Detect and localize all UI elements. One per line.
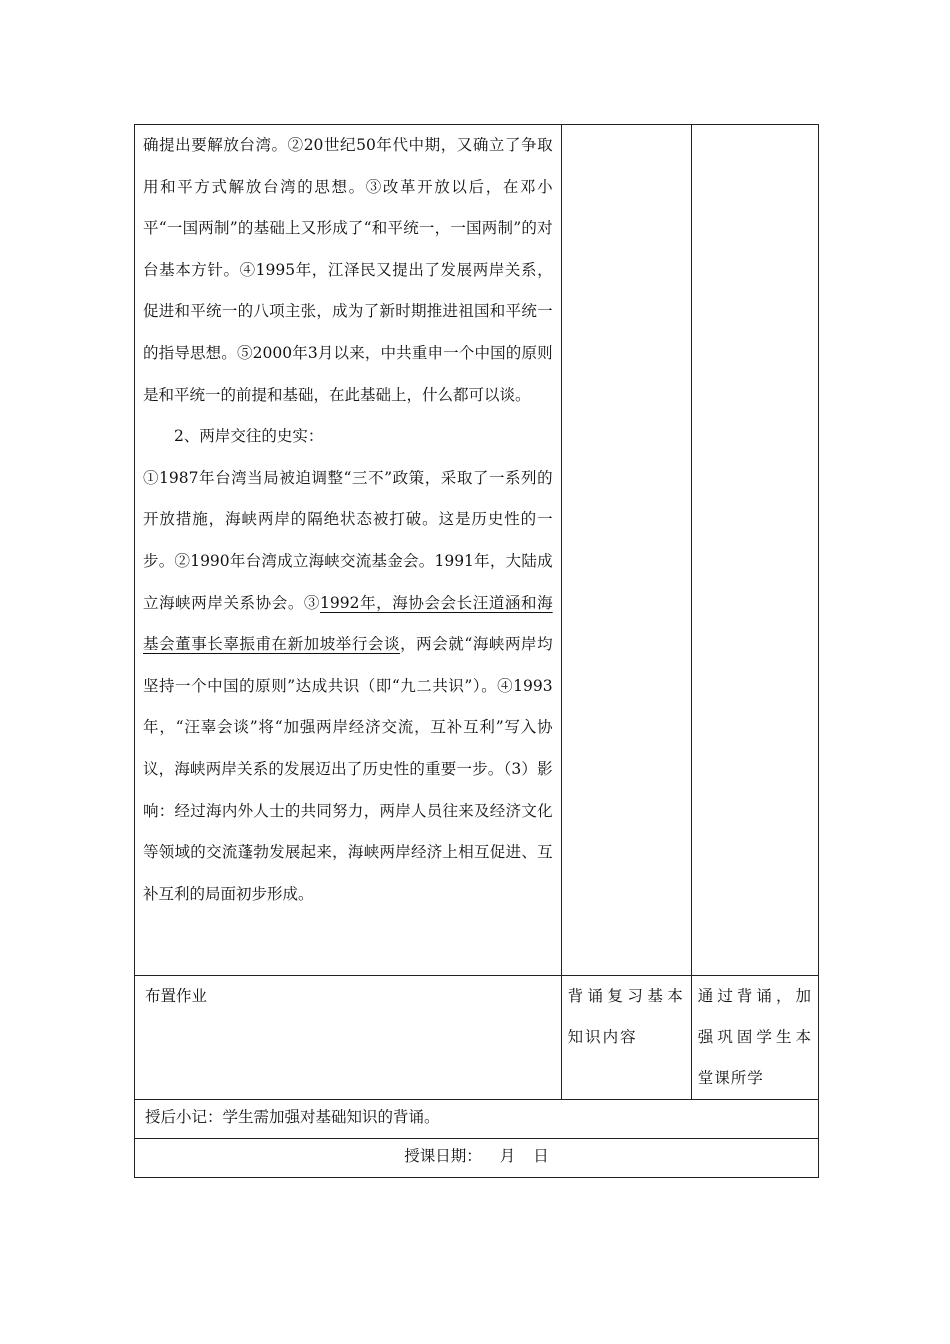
notes-cell [135,1100,819,1139]
content-activity-cell [561,125,691,976]
homework-label-cell [135,976,562,1100]
date-label: 授课日期： [404,1147,482,1165]
notes-text: 授后小记：学生需加强对基础知识的背诵。 [145,1108,440,1126]
homework-purpose: 通过背诵，加强巩固学生本堂课所学 [697,987,812,1087]
homework-row [135,976,819,1100]
content-purpose-cell [691,125,818,976]
facts-text-2: ，两会就“海峡两岸均坚持一个中国的原则”达成共识（即“九二共识”）。④1993年，“汪辜会谈”将“加强两岸经济交流，互补互利”写入协议，海峡两岸关系的发展迈出了历史性的重要一步。（3）影响：经过海内外人士的共同努力，两岸人员往来及经济文化等领域的交流蓬勃发展起来，海峡两岸经济上相互促进、互补互利的局面初步形成。 [143,635,553,903]
date-day: 日 [533,1147,549,1165]
facts-paragraph [143,458,553,916]
homework-activity-cell [561,976,691,1100]
facts-text-1: ①1987年台湾当局被迫调整“三不”政策，采取了一系列的开放措施，海峡两岸的隔绝状态被打破。这是历史性的一步。②1990年台湾成立海峡交流基金会。1991年，大陆成立海峡两岸关系协会。③ [143,468,553,612]
content-cell [135,125,562,976]
homework-activity: 背诵复习基本知识内容 [567,987,685,1046]
lesson-table [134,124,819,1178]
homework-purpose-cell [691,976,818,1100]
section-heading: 2、两岸交往的史实： [174,427,324,446]
date-cell [135,1139,819,1178]
date-row [135,1139,819,1178]
notes-row [135,1100,819,1139]
date-month: 月 [499,1147,516,1165]
facts-underlined-text: 1992年，海协会会长汪道涵和海基会董事长辜振甫在新加坡举行会谈 [143,593,553,654]
lesson-plan-page [134,124,819,1178]
policy-paragraph: 确提出要解放台湾。②20世纪50年代中期，又确立了争取用和平方式解放台湾的思想。③改革开放以后，在邓小平“一国两制”的基础上又形成了“和平统一，一国两制”的对台基本方针。④1995年，江泽民又提出了发展两岸关系，促进和平统一的八项主张，成为了新时期推进祖国和平统一的指导思想。⑤2000年3月以来，中共重申一个中国的原则是和平统一的前提和基础，在此基础上，什么都可以谈。 [143,136,553,404]
homework-label: 布置作业 [145,987,208,1005]
content-row [135,125,819,976]
